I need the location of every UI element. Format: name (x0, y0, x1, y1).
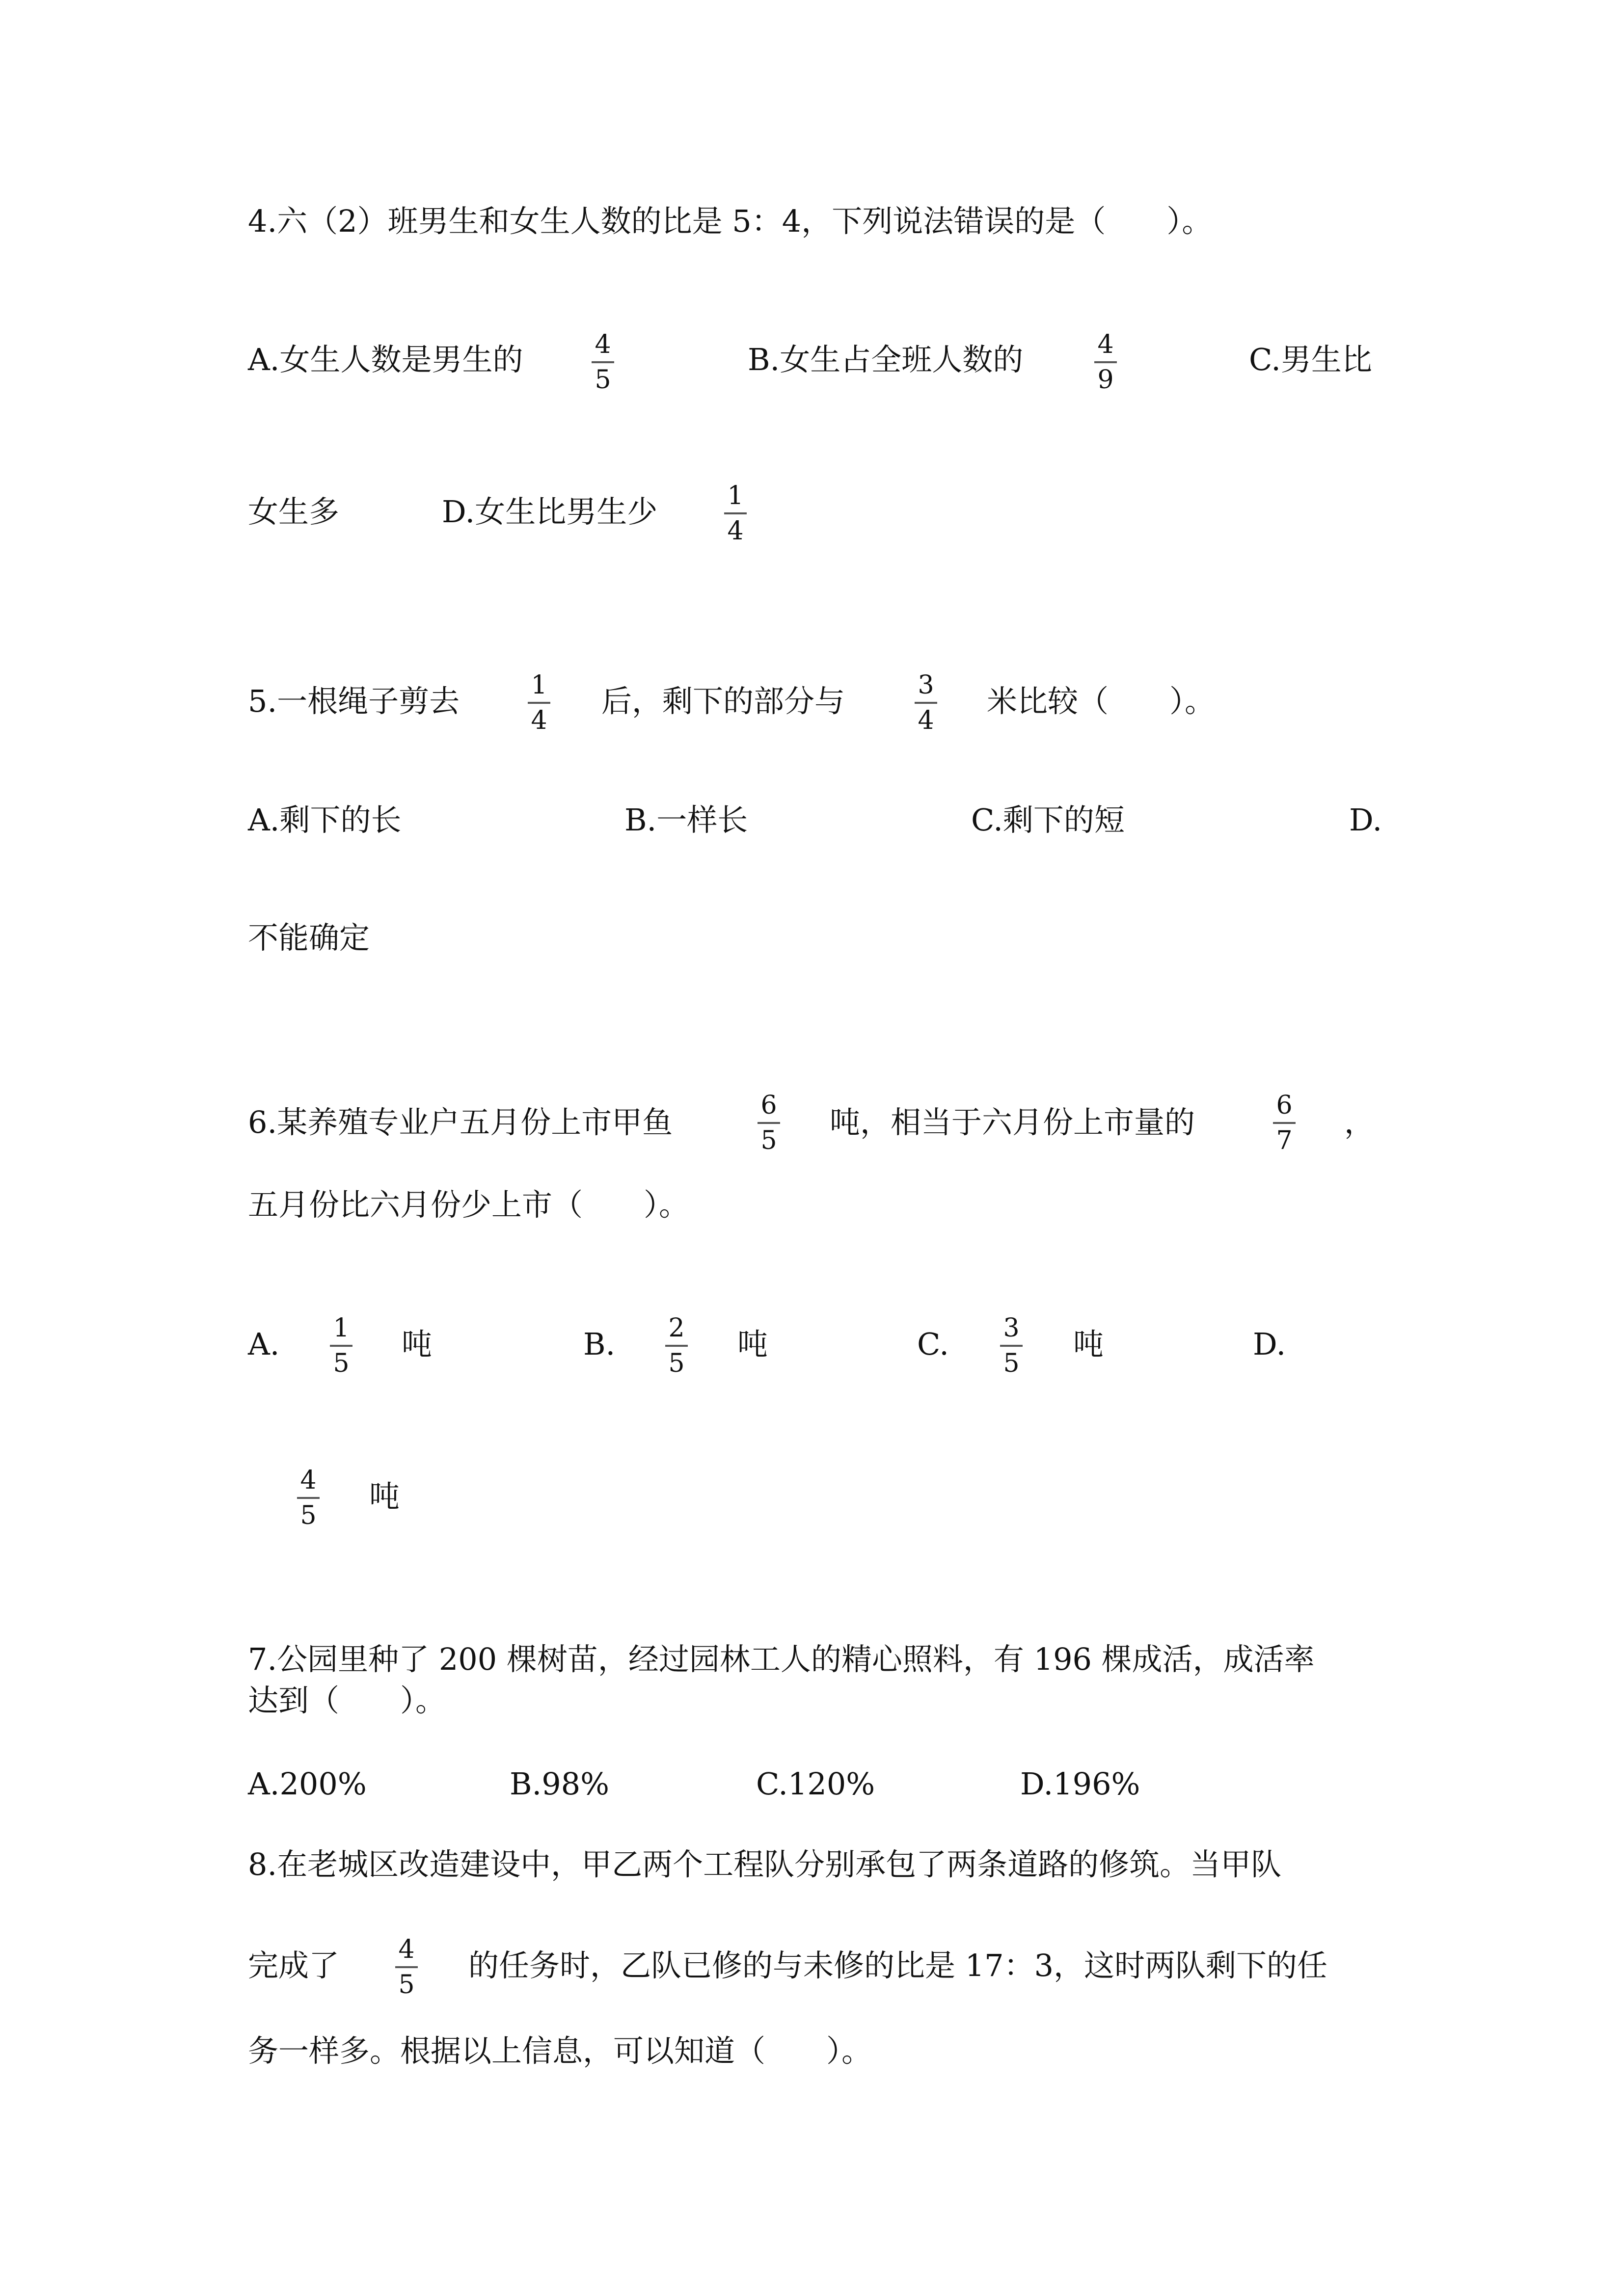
q5-fraction-2 (911, 672, 941, 733)
fraction-numerator: 1 (333, 1313, 350, 1343)
q6-option-b-fraction (662, 1315, 691, 1376)
q5-stem-part2: 后，剩下的部分与 (601, 683, 845, 719)
fraction-numerator: 4 (595, 330, 611, 359)
q6-option-a-fraction (326, 1315, 356, 1376)
q4-option-c[interactable]: C.男生比 (1249, 342, 1372, 377)
fraction-denominator: 5 (333, 1349, 350, 1378)
q4-option-b-fraction (1091, 332, 1120, 393)
fraction-bar (297, 1497, 320, 1499)
q7-option-b[interactable]: B.98% (510, 1766, 610, 1802)
q5-option-a[interactable]: A.剩下的长 (248, 802, 402, 838)
fraction-numerator: 1 (727, 481, 744, 510)
q4-option-a[interactable]: A.女生人数是男生的 (248, 342, 523, 377)
q6-option-b[interactable]: B. (583, 1326, 616, 1362)
q7-option-c[interactable]: C.120% (756, 1766, 875, 1802)
q4-option-c-continued: 女生多 (248, 494, 340, 530)
fraction-denominator: 4 (918, 706, 934, 735)
q6-option-c-unit: 吨 (1073, 1326, 1104, 1362)
fraction-denominator: 4 (727, 516, 744, 546)
q8-stem-line1: 8.在老城区改造建设中，甲乙两个工程队分别承包了两条道路的修筑。当甲队 (248, 1846, 1282, 1882)
fraction-numerator: 6 (760, 1091, 777, 1120)
fraction-denominator: 5 (300, 1501, 317, 1530)
fraction-denominator: 7 (1276, 1126, 1293, 1155)
fraction-bar (915, 702, 937, 704)
q5-option-b[interactable]: B.一样长 (624, 802, 748, 838)
q6-option-d-unit: 吨 (369, 1478, 400, 1514)
fraction-denominator: 5 (760, 1126, 777, 1155)
fraction-numerator: 6 (1276, 1091, 1293, 1120)
q4-stem: 4.六（2）班男生和女生人数的比是 5：4，下列说法错误的是（ ）。 (248, 203, 1213, 239)
q4-option-d-fraction (721, 483, 750, 544)
fraction-numerator: 4 (300, 1466, 317, 1495)
q7-option-d[interactable]: D.196% (1020, 1766, 1140, 1802)
q6-option-a-unit: 吨 (402, 1326, 433, 1362)
fraction-bar (528, 702, 550, 704)
fraction-numerator: 3 (918, 670, 934, 700)
fraction-numerator: 4 (1097, 330, 1114, 359)
fraction-bar (1000, 1345, 1023, 1347)
fraction-bar (665, 1345, 688, 1347)
q5-stem-part3: 米比较（ ）。 (987, 683, 1216, 719)
q6-stem-part2: 吨，相当于六月份上市量的 (830, 1104, 1195, 1140)
q5-option-d-continued: 不能确定 (248, 920, 370, 956)
q6-stem-part1: 6.某养殖专业户五月份上市甲鱼 (248, 1104, 673, 1140)
fraction-denominator: 4 (531, 706, 547, 735)
fraction-denominator: 9 (1097, 365, 1114, 395)
q5-option-c[interactable]: C.剩下的短 (971, 802, 1125, 838)
q5-stem-part1: 5.一根绳子剪去 (248, 683, 460, 719)
fraction-bar (758, 1122, 780, 1124)
q6-fraction-1 (754, 1093, 784, 1153)
q4-option-d[interactable]: D.女生比男生少 (442, 494, 658, 530)
q5-fraction-1 (524, 672, 554, 733)
q8-stem-line2a: 完成了 (248, 1948, 340, 1983)
fraction-bar (592, 361, 614, 363)
fraction-denominator: 5 (595, 365, 611, 395)
q6-option-d-fraction (294, 1468, 323, 1528)
fraction-bar (330, 1345, 352, 1347)
q8-stem-line3: 务一样多。根据以上信息，可以知道（ ）。 (248, 2033, 872, 2069)
fraction-bar (1273, 1122, 1296, 1124)
fraction-numerator: 1 (531, 670, 547, 700)
q6-option-b-unit: 吨 (737, 1326, 768, 1362)
q6-option-d[interactable]: D. (1253, 1326, 1286, 1362)
q4-option-b[interactable]: B.女生占全班人数的 (748, 342, 1024, 377)
q6-option-c[interactable]: C. (917, 1326, 949, 1362)
fraction-bar (395, 1966, 418, 1968)
q5-option-d[interactable]: D. (1349, 802, 1382, 838)
q7-stem-line2: 达到（ ）。 (248, 1682, 446, 1718)
fraction-bar (724, 512, 747, 514)
q6-stem-line2: 五月份比六月份少上市（ ）。 (248, 1187, 690, 1223)
q8-stem-line2b: 的任务时，乙队已修的与未修的比是 17：3，这时两队剩下的任 (468, 1948, 1328, 1983)
fraction-denominator: 5 (1003, 1349, 1020, 1378)
q7-stem-line1: 7.公园里种了 200 棵树苗，经过园林工人的精心照料，有 196 棵成活，成活率 (248, 1641, 1315, 1677)
q7-option-a[interactable]: A.200% (248, 1766, 367, 1802)
q4-option-a-fraction (588, 332, 618, 393)
fraction-numerator: 3 (1003, 1313, 1020, 1343)
fraction-bar (1094, 361, 1117, 363)
fraction-denominator: 5 (398, 1970, 415, 2000)
fraction-numerator: 2 (668, 1313, 685, 1343)
q6-option-c-fraction (997, 1315, 1026, 1376)
q6-stem-part3: ， (1344, 1104, 1375, 1140)
q8-fraction (392, 1937, 421, 1998)
fraction-denominator: 5 (668, 1349, 685, 1378)
q6-option-a[interactable]: A. (248, 1326, 280, 1362)
q6-fraction-2 (1270, 1093, 1299, 1153)
fraction-numerator: 4 (398, 1935, 415, 1964)
